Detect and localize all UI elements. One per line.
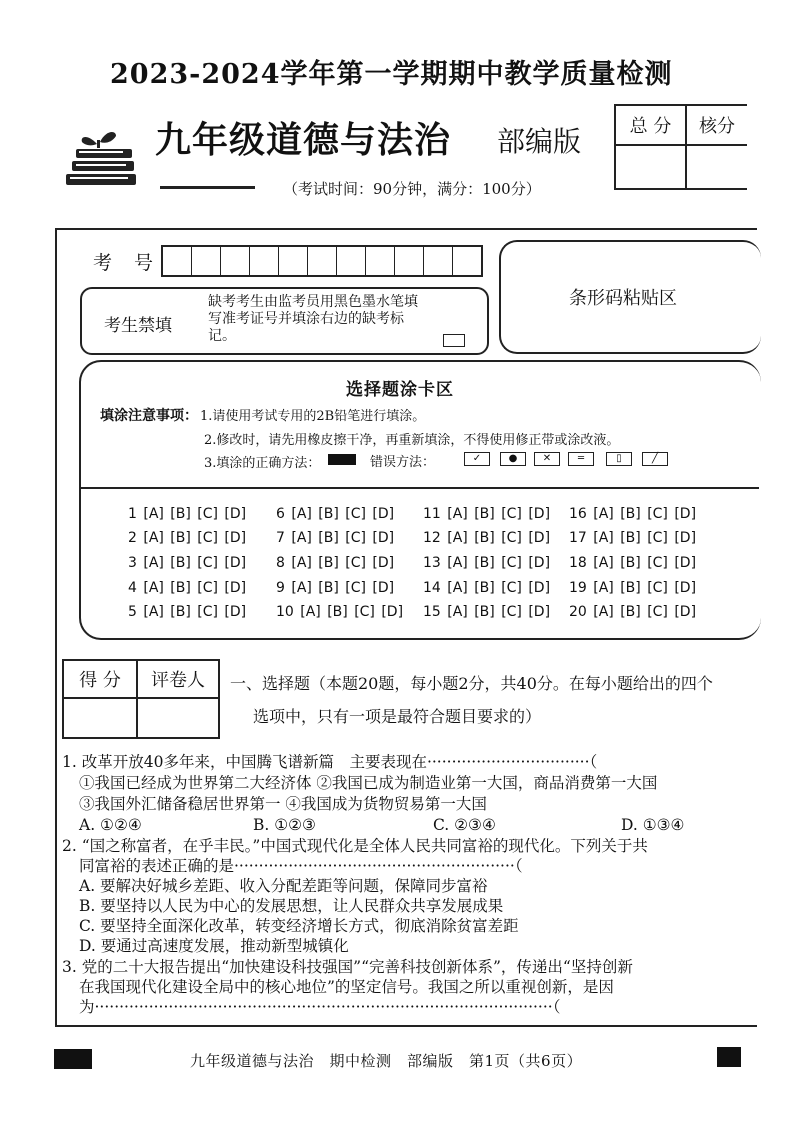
bubble-group[interactable]: 7 [A] [B] [C] [D] bbox=[276, 530, 395, 546]
section-heading-line2: 选项中，只有一项是最符合题目要求的） bbox=[253, 707, 542, 726]
wrong-check-mark-icon: ✓ bbox=[464, 452, 490, 466]
q2-option-b[interactable]: B. 要坚持以人民为中心的发展思想，让人民群众共享发展成果 bbox=[79, 897, 504, 915]
q3-stem-line1: 3. 党的二十大报告提出“加快建设科技强国”“完善科技创新体系”，传递出“坚持创新 bbox=[62, 958, 633, 976]
bubble-group[interactable]: 17 [A] [B] [C] [D] bbox=[569, 530, 697, 546]
section-heading-line1: 一、选择题（本题20题，每小题2分，共40分。在每小题给出的四个 bbox=[230, 674, 713, 693]
score-table bbox=[614, 104, 747, 190]
q2-stem-line2: 同富裕的表述正确的是·························································（ bbox=[79, 857, 523, 875]
id-digit-cell[interactable] bbox=[365, 247, 394, 275]
q1-option-d[interactable]: D. ①③④ bbox=[621, 816, 685, 834]
q1-option-b[interactable]: B. ①②③ bbox=[253, 816, 316, 834]
id-digit-cell[interactable] bbox=[278, 247, 307, 275]
wrong-line-mark-icon: ═ bbox=[568, 452, 594, 466]
q1-stem: 1. 改革开放40多年来，中国腾飞谱新篇 主要表现在·································（ bbox=[62, 753, 598, 771]
q2-stem-line1: 2. “国之称富者，在乎丰民。”中国式现代化是全体人民共同富裕的现代化。下列关于共 bbox=[62, 837, 648, 855]
grader-cell[interactable] bbox=[137, 698, 219, 738]
id-digit-cell[interactable] bbox=[423, 247, 452, 275]
answer-card-divider bbox=[81, 487, 759, 489]
note-3: 3.填涂的正确方法： bbox=[204, 456, 321, 471]
exam-title: 2023-2024学年第一学期期中教学质量检测 bbox=[110, 59, 673, 90]
id-digit-cell[interactable] bbox=[220, 247, 249, 275]
q3-stem-line3: 为·····························································································（ bbox=[79, 998, 561, 1016]
wrong-method-label: 错误方法： bbox=[370, 455, 436, 470]
candidate-id-label: 考 号 bbox=[93, 252, 162, 274]
bubble-group[interactable]: 4 [A] [B] [C] [D] bbox=[128, 580, 247, 596]
bubble-group[interactable]: 12 [A] [B] [C] [D] bbox=[423, 530, 551, 546]
q1-statement-2: ③我国外汇储备稳居世界第一 ④我国成为货物贸易第一大国 bbox=[79, 795, 487, 813]
logo-icon bbox=[64, 122, 144, 192]
footer-marker-right bbox=[717, 1047, 741, 1067]
bubble-group[interactable]: 8 [A] [B] [C] [D] bbox=[276, 555, 395, 571]
wrong-partial-mark-icon: ▯ bbox=[606, 452, 632, 466]
wrong-dot-mark-icon: ● bbox=[500, 452, 526, 466]
bubble-group[interactable]: 16 [A] [B] [C] [D] bbox=[569, 506, 697, 522]
bubble-group[interactable]: 19 [A] [B] [C] [D] bbox=[569, 580, 697, 596]
wrong-slash-mark-icon: ╱ bbox=[642, 452, 668, 466]
q1-statement-1: ①我国已经成为世界第二大经济体 ②我国已成为制造业第一大国，商品消费第一大国 bbox=[79, 774, 658, 792]
q2-option-c[interactable]: C. 要坚持全面深化改革，转变经济增长方式，彻底消除贫富差距 bbox=[79, 917, 519, 935]
answer-card-frame bbox=[79, 360, 761, 640]
q3-stem-line2: 在我国现代化建设全局中的核心地位”的坚定信号。我国之所以重视创新，是因 bbox=[79, 978, 614, 996]
q2-option-a[interactable]: A. 要解决好城乡差距、收入分配差距等问题，保障同步富裕 bbox=[79, 877, 488, 895]
page-footer: 九年级道德与法治 期中检测 部编版 第1页（共6页） bbox=[190, 1052, 583, 1070]
bubble-group[interactable]: 9 [A] [B] [C] [D] bbox=[276, 580, 395, 596]
q1-option-a[interactable]: A. ①②④ bbox=[79, 816, 142, 834]
correct-fill-mark bbox=[328, 454, 356, 465]
q1-option-c[interactable]: C. ②③④ bbox=[433, 816, 496, 834]
footer-marker-left bbox=[54, 1049, 92, 1069]
id-digit-cell[interactable] bbox=[452, 247, 481, 275]
section-score-table bbox=[62, 659, 220, 739]
id-digit-cell[interactable] bbox=[163, 247, 191, 275]
answer-card-title: 选择题涂卡区 bbox=[346, 380, 454, 400]
note-2: 2.修改时，请先用橡皮擦干净，再重新填涂，不得使用修正带或涂改液。 bbox=[204, 433, 620, 448]
notes-label: 填涂注意事项： bbox=[100, 408, 198, 424]
bubble-group[interactable]: 10 [A] [B] [C] [D] bbox=[276, 604, 404, 620]
bubble-group[interactable]: 1 [A] [B] [C] [D] bbox=[128, 506, 247, 522]
logo-underline bbox=[160, 186, 255, 189]
total-score-cell[interactable] bbox=[615, 145, 686, 189]
bubble-group[interactable]: 14 [A] [B] [C] [D] bbox=[423, 580, 551, 596]
exam-info: （考试时间：90分钟，满分：100分） bbox=[283, 180, 541, 198]
bubble-group[interactable]: 18 [A] [B] [C] [D] bbox=[569, 555, 697, 571]
bubble-group[interactable]: 15 [A] [B] [C] [D] bbox=[423, 604, 551, 620]
bubble-group[interactable]: 20 [A] [B] [C] [D] bbox=[569, 604, 697, 620]
bubble-group[interactable]: 2 [A] [B] [C] [D] bbox=[128, 530, 247, 546]
q2-option-d[interactable]: D. 要通过高速度发展，推动新型城镇化 bbox=[79, 937, 349, 955]
id-digit-cell[interactable] bbox=[394, 247, 423, 275]
barcode-label: 条形码粘贴区 bbox=[569, 288, 677, 309]
id-digit-cell[interactable] bbox=[249, 247, 278, 275]
total-score-label: 总 分 bbox=[615, 105, 686, 145]
absent-instructions: 缺考考生由监考员用黑色墨水笔填写准考证号并填涂右边的缺考标记。 bbox=[208, 294, 418, 344]
id-digit-cell[interactable] bbox=[336, 247, 365, 275]
check-score-label: 核分 bbox=[686, 105, 747, 145]
id-digit-cell[interactable] bbox=[191, 247, 220, 275]
section-score-cell[interactable] bbox=[63, 698, 137, 738]
absent-mark-box[interactable] bbox=[443, 334, 465, 347]
subject-title: 九年级道德与法治 bbox=[155, 119, 452, 161]
bubble-group[interactable]: 11 [A] [B] [C] [D] bbox=[423, 506, 551, 522]
candidate-id-grid[interactable] bbox=[161, 245, 483, 277]
id-digit-cell[interactable] bbox=[307, 247, 336, 275]
bubble-group[interactable]: 6 [A] [B] [C] [D] bbox=[276, 506, 395, 522]
section-score-label: 得 分 bbox=[63, 660, 137, 698]
grader-label: 评卷人 bbox=[137, 660, 219, 698]
bubble-group[interactable]: 5 [A] [B] [C] [D] bbox=[128, 604, 247, 620]
section-heading bbox=[230, 667, 770, 733]
absent-label: 考生禁填 bbox=[104, 316, 172, 336]
check-score-cell[interactable] bbox=[686, 145, 747, 189]
note-1: 1.请使用考试专用的2B铅笔进行填涂。 bbox=[200, 409, 426, 424]
edition-label: 部编版 bbox=[497, 125, 582, 158]
bubble-group[interactable]: 3 [A] [B] [C] [D] bbox=[128, 555, 247, 571]
bubble-group[interactable]: 13 [A] [B] [C] [D] bbox=[423, 555, 551, 571]
wrong-cross-mark-icon: ✕ bbox=[534, 452, 560, 466]
